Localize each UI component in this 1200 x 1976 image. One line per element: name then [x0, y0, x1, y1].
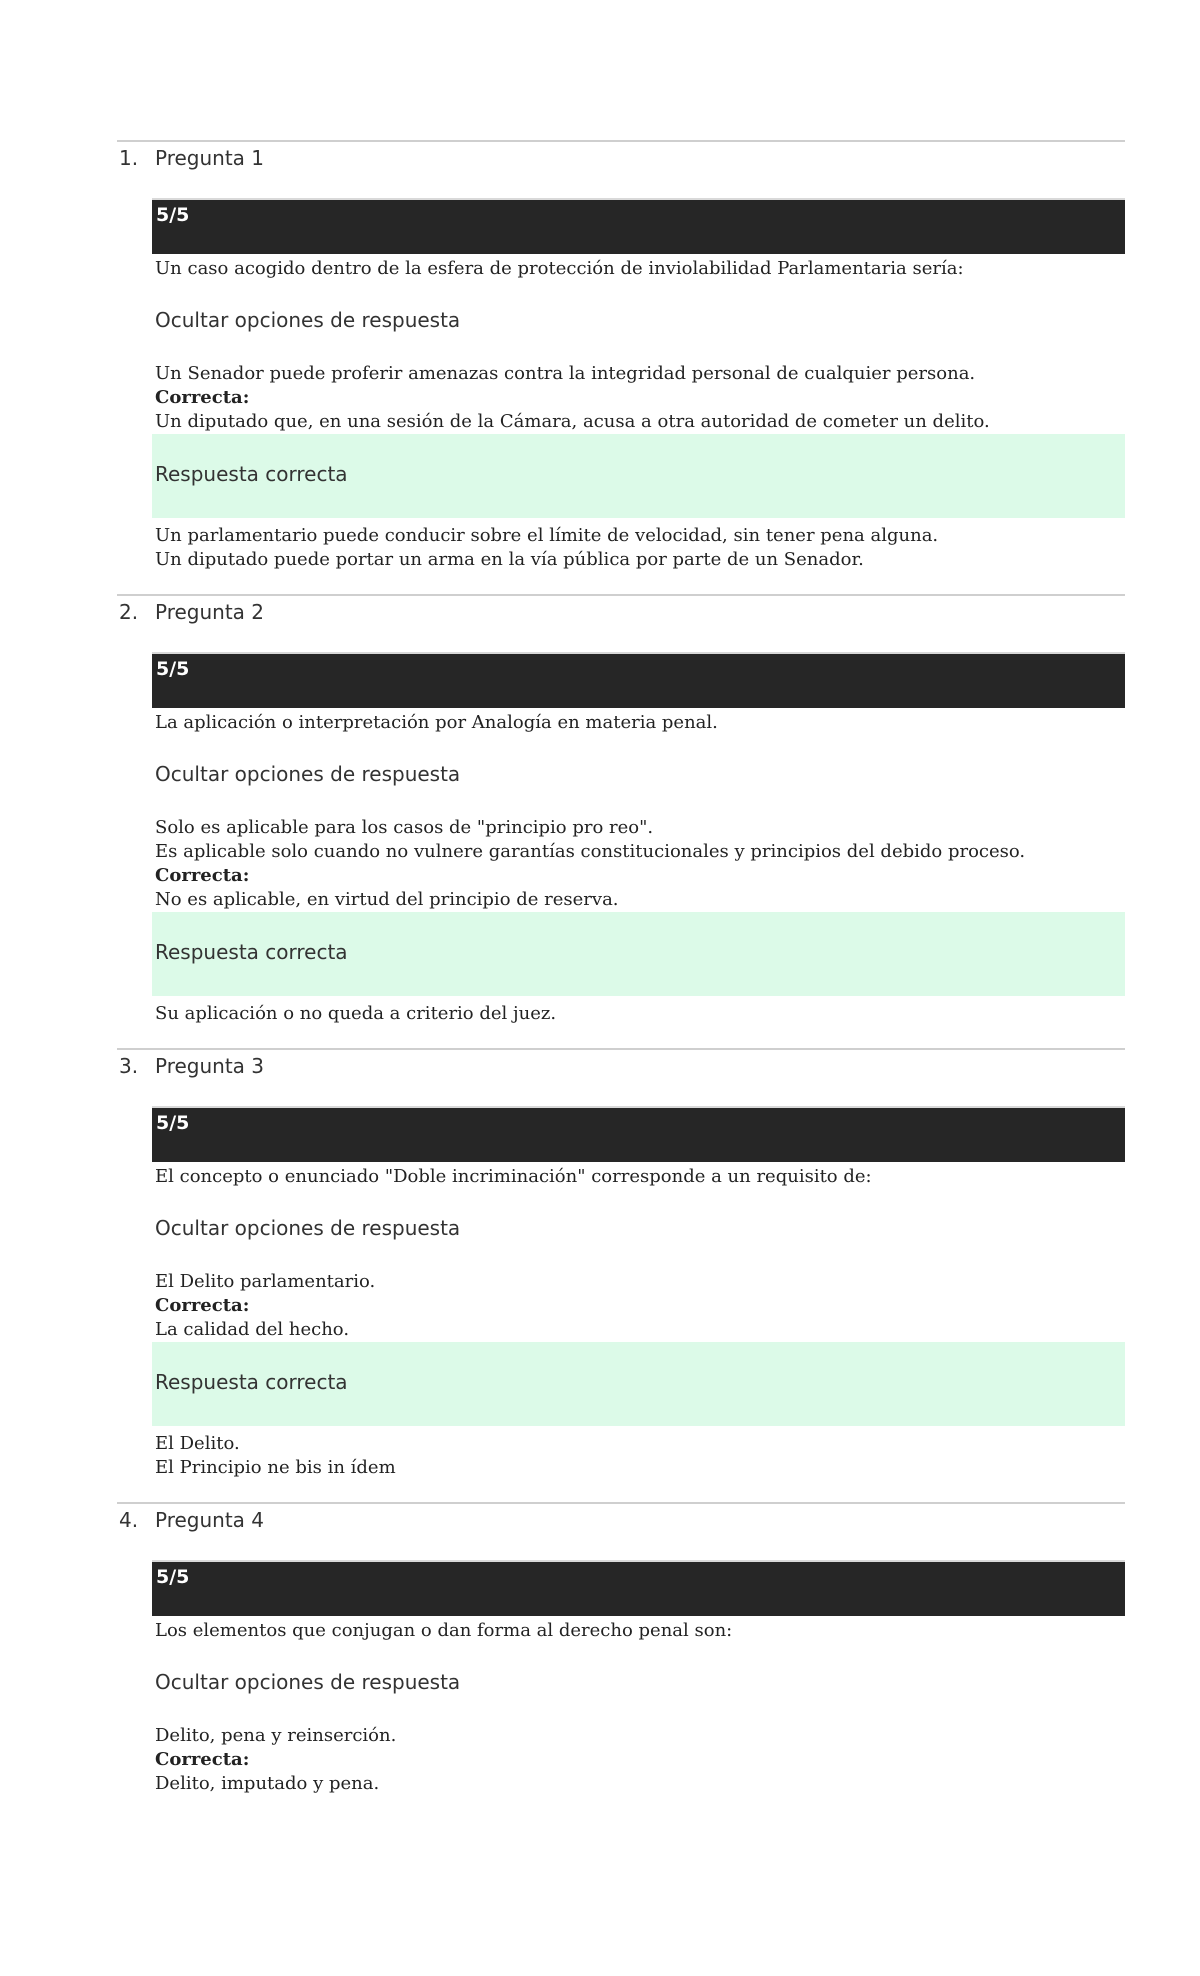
- correct-answer-option: Un diputado que, en una sesión de la Cámara, acusa a otra autoridad de cometer un delito.: [155, 411, 990, 432]
- score-bar: [152, 1560, 1125, 1616]
- score-text: 5/5: [156, 1566, 190, 1588]
- score-bar: [152, 1106, 1125, 1162]
- question-number: 3.: [119, 1054, 139, 1078]
- hide-options-toggle[interactable]: Ocultar opciones de respuesta: [155, 308, 461, 332]
- question-number: 1.: [119, 146, 139, 170]
- score-text: 5/5: [156, 658, 190, 680]
- question-divider: [117, 1048, 1125, 1050]
- answer-option: Un diputado puede portar un arma en la vía pública por parte de un Senador.: [155, 549, 864, 570]
- correct-label: Correcta:: [155, 865, 250, 886]
- question-title: Pregunta 2: [155, 600, 265, 624]
- answer-option: El Principio ne bis in ídem: [155, 1457, 396, 1478]
- correct-label: Correcta:: [155, 1295, 250, 1316]
- answer-option: Es aplicable solo cuando no vulnere garantías constitucionales y principios del debido proceso.: [155, 841, 1026, 862]
- score-bar: [152, 198, 1125, 254]
- question-text: Los elementos que conjugan o dan forma al derecho penal son:: [155, 1620, 733, 1641]
- question-text: Un caso acogido dentro de la esfera de protección de inviolabilidad Parlamentaria sería:: [155, 258, 964, 279]
- hide-options-toggle[interactable]: Ocultar opciones de respuesta: [155, 762, 461, 786]
- question-divider: [117, 1502, 1125, 1504]
- correct-answer-option: Delito, imputado y pena.: [155, 1773, 380, 1794]
- correct-answer-box-label: Respuesta correcta: [155, 462, 348, 486]
- question-title: Pregunta 4: [155, 1508, 265, 1532]
- question-number: 4.: [119, 1508, 139, 1532]
- hide-options-toggle[interactable]: Ocultar opciones de respuesta: [155, 1216, 461, 1240]
- answer-option: Un parlamentario puede conducir sobre el límite de velocidad, sin tener pena alguna.: [155, 525, 939, 546]
- correct-answer-box: [152, 434, 1125, 518]
- score-text: 5/5: [156, 1112, 190, 1134]
- answer-option: El Delito.: [155, 1433, 240, 1454]
- correct-answer-box: [152, 912, 1125, 996]
- answer-option: El Delito parlamentario.: [155, 1271, 376, 1292]
- question-title: Pregunta 1: [155, 146, 265, 170]
- correct-answer-box: [152, 1342, 1125, 1426]
- answer-options: [155, 1724, 1125, 1796]
- answer-options: [155, 362, 1125, 572]
- answer-options: [155, 816, 1125, 1026]
- correct-label: Correcta:: [155, 387, 250, 408]
- answer-options: [155, 1270, 1125, 1480]
- correct-answer-option: No es aplicable, en virtud del principio de reserva.: [155, 889, 619, 910]
- question-text: La aplicación o interpretación por Analogía en materia penal.: [155, 712, 718, 733]
- question-number: 2.: [119, 600, 139, 624]
- hide-options-toggle[interactable]: Ocultar opciones de respuesta: [155, 1670, 461, 1694]
- score-bar: [152, 652, 1125, 708]
- answer-option: Solo es aplicable para los casos de "principio pro reo".: [155, 817, 654, 838]
- score-text: 5/5: [156, 204, 190, 226]
- answer-option: Delito, pena y reinserción.: [155, 1725, 397, 1746]
- question-divider: [117, 594, 1125, 596]
- answer-option: Su aplicación o no queda a criterio del juez.: [155, 1003, 557, 1024]
- question-divider: [117, 140, 1125, 142]
- answer-option: Un Senador puede proferir amenazas contra la integridad personal de cualquier persona.: [155, 363, 976, 384]
- correct-label: Correcta:: [155, 1749, 250, 1770]
- question-text: El concepto o enunciado "Doble incriminación" corresponde a un requisito de:: [155, 1166, 872, 1187]
- correct-answer-box-label: Respuesta correcta: [155, 1370, 348, 1394]
- correct-answer-box-label: Respuesta correcta: [155, 940, 348, 964]
- correct-answer-option: La calidad del hecho.: [155, 1319, 350, 1340]
- question-title: Pregunta 3: [155, 1054, 265, 1078]
